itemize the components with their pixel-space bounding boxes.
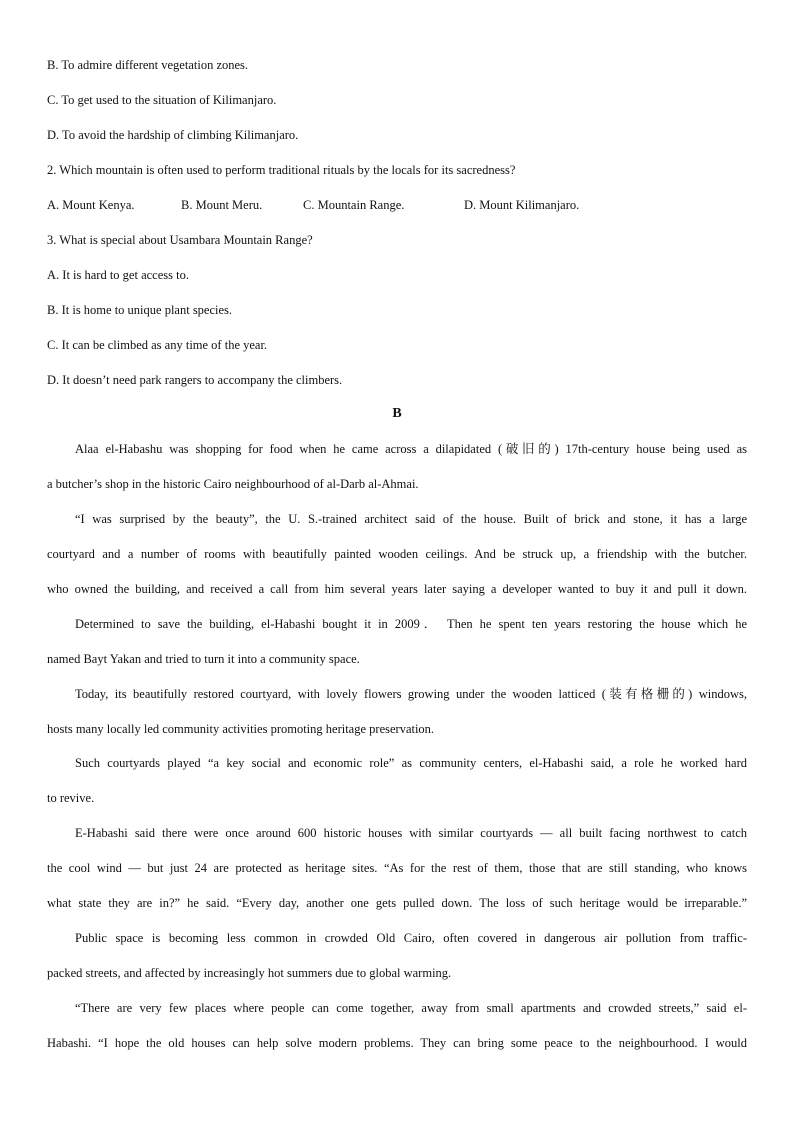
q3-option-b: B. It is home to unique plant species. xyxy=(47,303,233,317)
q1-option-c: C. To get used to the situation of Kilimanjaro. xyxy=(47,93,277,107)
passage-line: Public space is becoming less common in crowded Old Cairo, often covered in dangerous air pollution from traffic- xyxy=(75,931,747,945)
passage-line: hosts many locally led community activities promoting heritage preservation. xyxy=(47,722,435,736)
q1-option-b: B. To admire different vegetation zones. xyxy=(47,58,249,72)
q2-question: 2. Which mountain is often used to perform traditional rituals by the locals for its sacredness? xyxy=(47,163,516,177)
passage-line: Determined to save the building, el-Habashi bought it in 2009． Then he spent ten years restoring the house which he xyxy=(75,617,747,631)
q2-option-d: D. Mount Kilimanjaro. xyxy=(464,198,580,212)
q1-option-d: D. To avoid the hardship of climbing Kilimanjaro. xyxy=(47,128,299,142)
q3-question: 3. What is special about Usambara Mountain Range? xyxy=(47,233,313,247)
passage-line: E-Habashi said there were once around 600 historic houses with similar courtyards — all built facing northwest to catch xyxy=(75,826,747,840)
passage-line: who owned the building, and received a call from him several years later saying a developer wanted to buy it and pull it down. xyxy=(47,582,747,596)
passage-line: courtyard and a number of rooms with beautifully painted wooden ceilings. And be struck up, a friendship with the butcher. xyxy=(47,547,747,561)
passage-line: Today, its beautifully restored courtyard, with lovely flowers growing under the wooden latticed (装有格栅的) windows, xyxy=(75,687,747,701)
passage-line: Habashi. “I hope the old houses can help solve modern problems. They can bring some peace to the neighbourhood. I would xyxy=(47,1036,747,1050)
q3-option-a: A. It is hard to get access to. xyxy=(47,268,189,282)
passage-line: the cool wind — but just 24 are protected as heritage sites. “As for the rest of them, those that are still standing, who knows xyxy=(47,861,747,875)
passage-line: to revive. xyxy=(47,791,95,805)
section-heading: B xyxy=(392,406,402,421)
passage-line: named Bayt Yakan and tried to turn it into a community space. xyxy=(47,652,360,666)
q2-options xyxy=(47,197,747,213)
passage-line: “There are very few places where people can come together, away from small apartments and crowded streets,” said el- xyxy=(75,1001,747,1015)
q2-option-b: B. Mount Meru. xyxy=(181,198,263,212)
passage-line: Alaa el-Habashu was shopping for food when he came across a dilapidated (破旧的) 17th-century house being used as xyxy=(75,442,747,456)
passage-line: Such courtyards played “a key social and economic role” as community centers, el-Habashi said, a role he worked hard xyxy=(75,756,747,770)
passage-line: “I was surprised by the beauty”, the U. S.-trained architect said of the house. Built of brick and stone, it has a large xyxy=(75,512,747,526)
q3-option-c: C. It can be climbed as any time of the year. xyxy=(47,338,268,352)
passage-line: what state they are in?” he said. “Every day, another one gets pulled down. The loss of such heritage would be irreparable.” xyxy=(47,896,747,910)
passage-line: a butcher’s shop in the historic Cairo neighbourhood of al-Darb al-Ahmai. xyxy=(47,477,419,491)
q2-option-c: C. Mountain Range. xyxy=(303,198,405,212)
passage-line: packed streets, and affected by increasingly hot summers due to global warming. xyxy=(47,966,452,980)
q3-option-d: D. It doesn’t need park rangers to accompany the climbers. xyxy=(47,373,343,387)
q2-option-a: A. Mount Kenya. xyxy=(47,198,135,212)
